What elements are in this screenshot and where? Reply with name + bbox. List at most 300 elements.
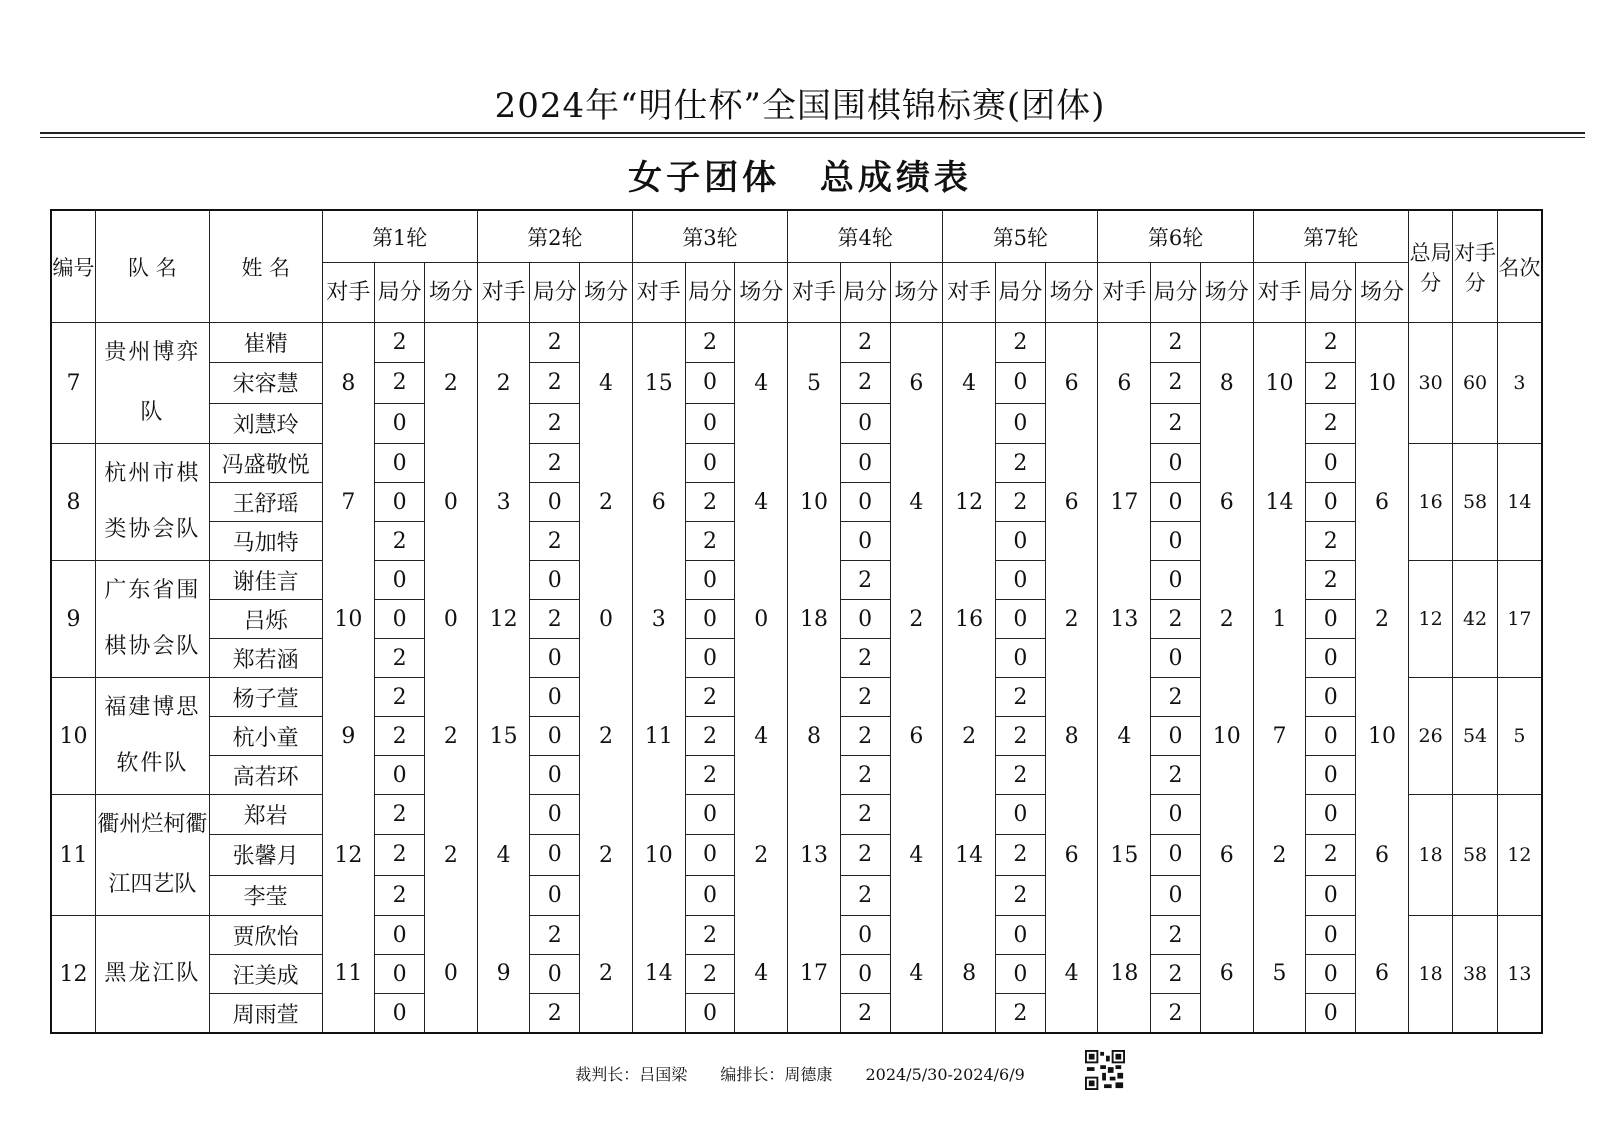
round-match-score: 6	[1045, 323, 1098, 444]
game-score: 0	[1306, 795, 1356, 835]
round-opponent: 9	[477, 916, 530, 1034]
round-match-score: 2	[735, 795, 788, 916]
game-score: 0	[685, 403, 735, 443]
game-score: 0	[1306, 916, 1356, 955]
results-table	[50, 209, 1543, 1034]
game-score: 0	[685, 994, 735, 1034]
game-score: 2	[530, 522, 580, 561]
header-round: 第6轮	[1098, 210, 1253, 263]
player-name: 王舒瑶	[209, 483, 322, 522]
total-game-score: 26	[1408, 678, 1452, 795]
total-game-score: 16	[1408, 444, 1452, 561]
game-score: 0	[1306, 756, 1356, 795]
game-score: 2	[840, 717, 890, 756]
round-opponent: 5	[788, 323, 841, 444]
round-match-score: 4	[735, 323, 788, 444]
round-opponent: 2	[477, 323, 530, 444]
game-score: 0	[375, 600, 425, 639]
team-number: 9	[51, 561, 95, 678]
team-number: 11	[51, 795, 95, 916]
game-score: 2	[530, 363, 580, 403]
header-game-score: 局分	[1151, 263, 1201, 323]
round-match-score: 0	[424, 916, 477, 1034]
round-opponent: 16	[943, 561, 996, 678]
round-match-score: 0	[735, 561, 788, 678]
round-match-score: 4	[1045, 916, 1098, 1034]
game-score: 0	[1306, 483, 1356, 522]
player-name: 郑若涵	[209, 639, 322, 678]
round-opponent: 13	[788, 795, 841, 916]
game-score: 0	[1151, 875, 1201, 915]
header-round: 第5轮	[943, 210, 1098, 263]
game-score: 2	[530, 994, 580, 1034]
game-score: 2	[1151, 323, 1201, 363]
team-name: 贵州博弈队	[95, 323, 209, 444]
header-match-score: 场分	[890, 263, 943, 323]
header-opponent: 对手	[943, 263, 996, 323]
total-game-score: 18	[1408, 795, 1452, 916]
round-match-score: 10	[1356, 678, 1409, 795]
game-score: 2	[840, 994, 890, 1034]
round-opponent: 3	[477, 444, 530, 561]
table-title: 女子团体 总成绩表	[628, 158, 972, 198]
round-opponent: 10	[788, 444, 841, 561]
game-score: 0	[1151, 483, 1201, 522]
game-score: 0	[996, 955, 1046, 994]
round-opponent: 4	[477, 795, 530, 916]
game-score: 2	[375, 717, 425, 756]
game-score: 0	[996, 639, 1046, 678]
header-opponent: 对手	[632, 263, 685, 323]
game-score: 2	[1306, 561, 1356, 600]
game-score: 0	[685, 639, 735, 678]
round-opponent: 14	[1253, 444, 1306, 561]
game-score: 2	[685, 717, 735, 756]
game-score: 2	[996, 835, 1046, 875]
team-name: 广东省围棋协会队	[95, 561, 209, 678]
referee-label: 裁判长：吕国梁	[575, 1065, 688, 1084]
round-match-score: 6	[1200, 444, 1253, 561]
header-round: 第7轮	[1253, 210, 1408, 263]
game-score: 0	[685, 875, 735, 915]
round-match-score: 6	[1045, 444, 1098, 561]
round-match-score: 6	[1045, 795, 1098, 916]
round-opponent: 14	[632, 916, 685, 1034]
player-name: 马加特	[209, 522, 322, 561]
round-opponent: 10	[322, 561, 375, 678]
game-score: 2	[375, 835, 425, 875]
player-name: 李莹	[209, 875, 322, 915]
game-score: 0	[840, 916, 890, 955]
game-score: 2	[840, 323, 890, 363]
rank: 14	[1497, 444, 1542, 561]
round-opponent: 2	[1253, 795, 1306, 916]
round-match-score: 8	[1200, 323, 1253, 444]
game-score: 0	[375, 444, 425, 483]
round-match-score: 6	[1356, 444, 1409, 561]
game-score: 0	[530, 483, 580, 522]
game-score: 2	[685, 756, 735, 795]
player-name: 郑岩	[209, 795, 322, 835]
round-opponent: 5	[1253, 916, 1306, 1034]
game-score: 2	[1306, 323, 1356, 363]
game-score: 2	[530, 600, 580, 639]
round-match-score: 6	[890, 678, 943, 795]
team-name: 黑龙江队	[95, 916, 209, 1034]
table-row	[51, 561, 1542, 600]
round-match-score: 0	[424, 444, 477, 561]
game-score: 0	[996, 403, 1046, 443]
round-opponent: 13	[1098, 561, 1151, 678]
header-opponent: 对手	[477, 263, 530, 323]
round-match-score: 2	[580, 444, 633, 561]
header-match-score: 场分	[1045, 263, 1098, 323]
player-name: 周雨萱	[209, 994, 322, 1034]
player-name: 杨子萱	[209, 678, 322, 717]
round-opponent: 15	[1098, 795, 1151, 916]
game-score: 2	[1151, 916, 1201, 955]
round-match-score: 2	[424, 678, 477, 795]
opponent-score: 38	[1453, 916, 1497, 1034]
table-row	[51, 916, 1542, 955]
game-score: 0	[1306, 600, 1356, 639]
game-score: 2	[1151, 756, 1201, 795]
round-opponent: 17	[1098, 444, 1151, 561]
game-score: 2	[1306, 835, 1356, 875]
game-score: 2	[1151, 363, 1201, 403]
game-score: 0	[530, 955, 580, 994]
game-score: 0	[840, 955, 890, 994]
game-score: 0	[530, 717, 580, 756]
round-opponent: 12	[477, 561, 530, 678]
game-score: 0	[375, 403, 425, 443]
game-score: 2	[996, 323, 1046, 363]
player-name: 吕烁	[209, 600, 322, 639]
header-round: 第4轮	[788, 210, 943, 263]
round-match-score: 4	[890, 795, 943, 916]
game-score: 0	[996, 363, 1046, 403]
header-opponent: 对手	[788, 263, 841, 323]
header-game-score: 局分	[996, 263, 1046, 323]
game-score: 0	[996, 522, 1046, 561]
round-match-score: 2	[424, 795, 477, 916]
game-score: 0	[685, 363, 735, 403]
round-opponent: 18	[788, 561, 841, 678]
game-score: 0	[530, 835, 580, 875]
game-score: 0	[685, 835, 735, 875]
round-opponent: 18	[1098, 916, 1151, 1034]
round-match-score: 2	[580, 795, 633, 916]
opponent-score: 42	[1453, 561, 1497, 678]
player-name: 贾欣怡	[209, 916, 322, 955]
game-score: 2	[840, 561, 890, 600]
game-score: 2	[375, 875, 425, 915]
game-score: 2	[996, 756, 1046, 795]
team-name: 衢州烂柯衢江四艺队	[95, 795, 209, 916]
round-opponent: 4	[943, 323, 996, 444]
document-title: 2024年“明仕杯”全国围棋锦标赛(团体)	[494, 86, 1106, 126]
game-score: 2	[840, 363, 890, 403]
game-score: 2	[840, 678, 890, 717]
game-score: 0	[1306, 639, 1356, 678]
game-score: 0	[996, 795, 1046, 835]
game-score: 0	[996, 600, 1046, 639]
round-match-score: 6	[1356, 795, 1409, 916]
game-score: 2	[375, 522, 425, 561]
header-match-score: 场分	[1200, 263, 1253, 323]
round-opponent: 1	[1253, 561, 1306, 678]
round-match-score: 2	[424, 323, 477, 444]
player-name: 冯盛敬悦	[209, 444, 322, 483]
game-score: 0	[1306, 955, 1356, 994]
round-opponent: 9	[322, 678, 375, 795]
round-opponent: 12	[943, 444, 996, 561]
game-score: 2	[996, 678, 1046, 717]
header-match-score: 场分	[580, 263, 633, 323]
player-name: 杭小童	[209, 717, 322, 756]
title-rule-thin	[40, 137, 1585, 138]
game-score: 0	[1306, 994, 1356, 1034]
game-score: 2	[840, 875, 890, 915]
header-rank: 名次	[1497, 210, 1542, 323]
arranger-label: 编排长：周德康	[720, 1065, 833, 1084]
header-game-score: 局分	[375, 263, 425, 323]
round-opponent: 11	[632, 678, 685, 795]
game-score: 0	[1151, 639, 1201, 678]
game-score: 0	[375, 756, 425, 795]
game-score: 2	[1306, 522, 1356, 561]
game-score: 2	[530, 916, 580, 955]
game-score: 0	[375, 561, 425, 600]
game-score: 0	[685, 600, 735, 639]
game-score: 0	[840, 403, 890, 443]
game-score: 0	[1306, 875, 1356, 915]
player-name: 刘慧玲	[209, 403, 322, 443]
round-opponent: 3	[632, 561, 685, 678]
round-match-score: 6	[1356, 916, 1409, 1034]
game-score: 0	[996, 561, 1046, 600]
round-opponent: 8	[788, 678, 841, 795]
game-score: 0	[685, 444, 735, 483]
opponent-score: 58	[1453, 444, 1497, 561]
footer	[0, 1062, 1600, 1085]
round-match-score: 2	[1356, 561, 1409, 678]
rank: 12	[1497, 795, 1542, 916]
game-score: 2	[530, 444, 580, 483]
game-score: 0	[530, 561, 580, 600]
round-match-score: 6	[1200, 795, 1253, 916]
game-score: 0	[375, 994, 425, 1034]
game-score: 0	[840, 522, 890, 561]
game-score: 2	[1306, 363, 1356, 403]
game-score: 2	[996, 483, 1046, 522]
game-score: 2	[996, 717, 1046, 756]
round-match-score: 6	[890, 323, 943, 444]
header-round: 第3轮	[632, 210, 787, 263]
title-rule	[40, 132, 1585, 134]
player-name: 宋容慧	[209, 363, 322, 403]
round-opponent: 17	[788, 916, 841, 1034]
round-match-score: 4	[735, 678, 788, 795]
game-score: 2	[375, 678, 425, 717]
game-score: 0	[530, 678, 580, 717]
game-score: 2	[996, 875, 1046, 915]
game-score: 0	[1306, 717, 1356, 756]
round-opponent: 7	[322, 444, 375, 561]
player-name: 张馨月	[209, 835, 322, 875]
round-opponent: 6	[632, 444, 685, 561]
game-score: 0	[530, 756, 580, 795]
round-match-score: 2	[580, 678, 633, 795]
table-row	[51, 323, 1542, 363]
header-round: 第1轮	[322, 210, 477, 263]
player-name: 高若环	[209, 756, 322, 795]
round-match-score: 2	[1045, 561, 1098, 678]
round-match-score: 4	[890, 444, 943, 561]
game-score: 2	[1151, 994, 1201, 1034]
game-score: 2	[375, 795, 425, 835]
game-score: 0	[530, 639, 580, 678]
player-name: 汪美成	[209, 955, 322, 994]
game-score: 2	[685, 955, 735, 994]
round-match-score: 4	[890, 916, 943, 1034]
header-game-score: 局分	[530, 263, 580, 323]
table-row	[51, 678, 1542, 717]
game-score: 2	[1151, 678, 1201, 717]
game-score: 2	[685, 678, 735, 717]
game-score: 2	[840, 795, 890, 835]
opponent-score: 60	[1453, 323, 1497, 444]
round-match-score: 10	[1200, 678, 1253, 795]
game-score: 0	[1151, 717, 1201, 756]
header-game-score: 局分	[1306, 263, 1356, 323]
round-opponent: 15	[632, 323, 685, 444]
rank: 13	[1497, 916, 1542, 1034]
qr-code-icon	[1085, 1050, 1125, 1090]
round-opponent: 11	[322, 916, 375, 1034]
header-team: 队 名	[95, 210, 209, 323]
game-score: 2	[1151, 955, 1201, 994]
game-score: 0	[1151, 835, 1201, 875]
total-game-score: 30	[1408, 323, 1452, 444]
game-score: 2	[685, 916, 735, 955]
game-score: 0	[1306, 444, 1356, 483]
game-score: 2	[375, 363, 425, 403]
game-score: 2	[685, 483, 735, 522]
total-game-score: 18	[1408, 916, 1452, 1034]
game-score: 2	[1151, 403, 1201, 443]
team-number: 12	[51, 916, 95, 1034]
game-score: 0	[1151, 795, 1201, 835]
game-score: 0	[530, 795, 580, 835]
header-opponent: 对手	[1098, 263, 1151, 323]
game-score: 0	[1151, 522, 1201, 561]
game-score: 0	[1306, 678, 1356, 717]
opponent-score: 58	[1453, 795, 1497, 916]
round-opponent: 4	[1098, 678, 1151, 795]
game-score: 0	[375, 483, 425, 522]
round-match-score: 2	[890, 561, 943, 678]
round-match-score: 4	[735, 916, 788, 1034]
header-match-score: 场分	[424, 263, 477, 323]
round-match-score: 2	[1200, 561, 1253, 678]
team-name: 福建博思软件队	[95, 678, 209, 795]
game-score: 2	[840, 639, 890, 678]
round-match-score: 6	[1200, 916, 1253, 1034]
opponent-score: 54	[1453, 678, 1497, 795]
total-game-score: 12	[1408, 561, 1452, 678]
game-score: 0	[1151, 561, 1201, 600]
team-number: 7	[51, 323, 95, 444]
round-opponent: 6	[1098, 323, 1151, 444]
game-score: 2	[996, 994, 1046, 1034]
player-name: 崔精	[209, 323, 322, 363]
round-opponent: 8	[943, 916, 996, 1034]
team-number: 8	[51, 444, 95, 561]
rank: 3	[1497, 323, 1542, 444]
game-score: 0	[685, 795, 735, 835]
round-match-score: 10	[1356, 323, 1409, 444]
team-number: 10	[51, 678, 95, 795]
team-name: 杭州市棋类协会队	[95, 444, 209, 561]
game-score: 2	[840, 835, 890, 875]
round-match-score: 4	[735, 444, 788, 561]
game-score: 2	[530, 403, 580, 443]
game-score: 0	[530, 875, 580, 915]
round-opponent: 10	[632, 795, 685, 916]
header-row	[51, 210, 1542, 263]
header-name: 姓 名	[209, 210, 322, 323]
round-match-score: 0	[580, 561, 633, 678]
round-opponent: 2	[943, 678, 996, 795]
header-opp-score: 对手分	[1453, 210, 1497, 323]
header-match-score: 场分	[735, 263, 788, 323]
game-score: 0	[375, 916, 425, 955]
game-score: 2	[375, 639, 425, 678]
game-score: 2	[685, 522, 735, 561]
round-opponent: 14	[943, 795, 996, 916]
game-score: 0	[685, 561, 735, 600]
game-score: 0	[840, 600, 890, 639]
round-opponent: 12	[322, 795, 375, 916]
header-no: 编号	[51, 210, 95, 323]
table-row	[51, 795, 1542, 835]
round-opponent: 10	[1253, 323, 1306, 444]
header-round: 第2轮	[477, 210, 632, 263]
game-score: 0	[1151, 444, 1201, 483]
header-total-game: 总局分	[1408, 210, 1452, 323]
game-score: 2	[1306, 403, 1356, 443]
header-game-score: 局分	[685, 263, 735, 323]
table-row	[51, 444, 1542, 483]
game-score: 2	[685, 323, 735, 363]
round-match-score: 2	[580, 916, 633, 1034]
round-opponent: 7	[1253, 678, 1306, 795]
game-score: 0	[375, 955, 425, 994]
header-opponent: 对手	[1253, 263, 1306, 323]
round-opponent: 8	[322, 323, 375, 444]
game-score: 2	[1151, 600, 1201, 639]
round-match-score: 4	[580, 323, 633, 444]
header-opponent: 对手	[322, 263, 375, 323]
game-score: 2	[530, 323, 580, 363]
player-name: 谢佳言	[209, 561, 322, 600]
header-match-score: 场分	[1356, 263, 1409, 323]
game-score: 0	[840, 483, 890, 522]
game-score: 2	[375, 323, 425, 363]
rank: 5	[1497, 678, 1542, 795]
header-game-score: 局分	[840, 263, 890, 323]
